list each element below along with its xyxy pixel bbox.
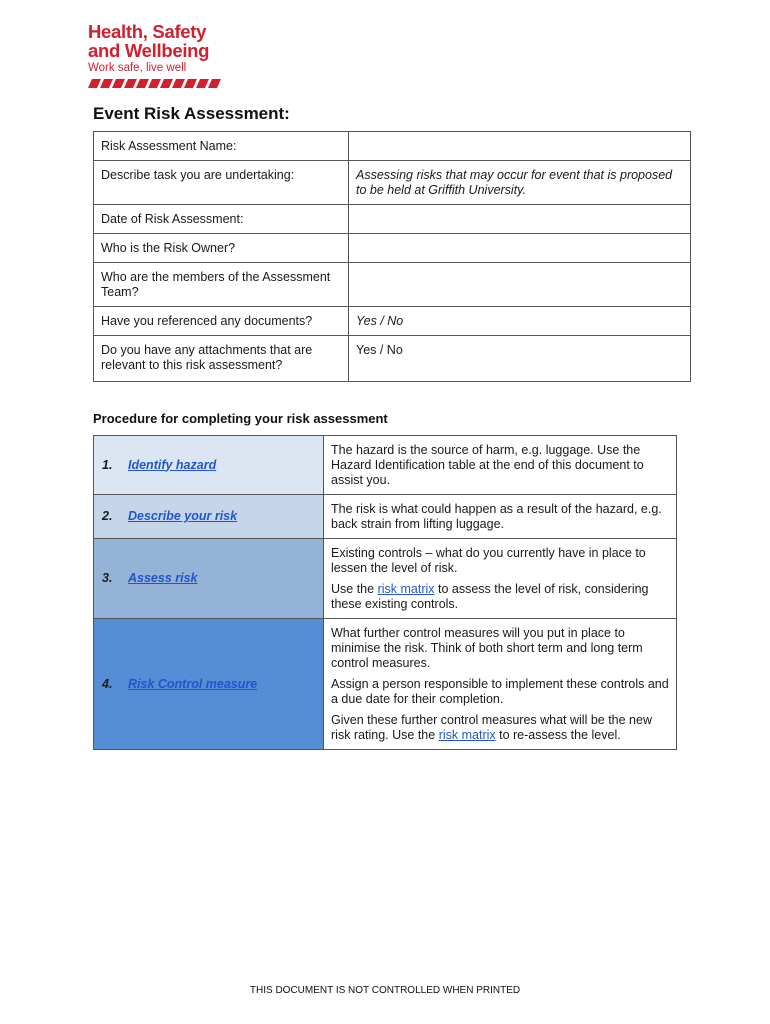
table-row: [94, 161, 691, 205]
step-text: The hazard is the source of harm, e.g. luggage. Use the Hazard Identification table at the end of this document to assist you.: [331, 443, 644, 487]
text-fragment: to assess the level of risk, considering these existing controls.: [331, 582, 649, 611]
row-value[interactable]: Yes / No: [349, 307, 691, 336]
step-description: [324, 539, 677, 619]
step-text: Existing controls – what do you currently have in place to lessen the level of risk.: [331, 546, 646, 575]
row-value[interactable]: [349, 132, 691, 161]
footer-notice: THIS DOCUMENT IS NOT CONTROLLED WHEN PRINTED: [249, 985, 521, 996]
table-row: [94, 539, 677, 619]
row-label: Risk Assessment Name:: [94, 132, 349, 161]
step-cell: [94, 539, 324, 619]
table-row: [94, 263, 691, 307]
step-description: [324, 619, 677, 750]
table-row: [94, 234, 691, 263]
risk-matrix-link[interactable]: risk matrix: [377, 582, 435, 596]
row-label: Do you have any attachments that are relevant to this risk assessment?: [94, 336, 349, 382]
step-text: Assign a person responsible to implement these controls and a due date for their completion.: [331, 677, 669, 706]
table-row: [94, 495, 677, 539]
step-text: What further control measures will you put in place to minimise the risk. Think of both short term and long term control measures.: [331, 626, 643, 670]
text-fragment: Given these further control measures what will be the new risk rating. Use the: [331, 713, 652, 742]
step-text: [331, 713, 669, 743]
row-label: Who are the members of the Assessment Team?: [94, 263, 349, 307]
step-description: [324, 495, 677, 539]
row-value[interactable]: [349, 234, 691, 263]
logo-line-1: Health, Safety: [88, 21, 207, 42]
table-row: [94, 336, 691, 382]
logo-stripes-icon: [88, 79, 222, 88]
row-value[interactable]: [349, 263, 691, 307]
row-label: Have you referenced any documents?: [94, 307, 349, 336]
step-text: [331, 582, 669, 612]
risk-control-measure-link[interactable]: Risk Control measure: [128, 676, 258, 691]
assess-risk-link[interactable]: Assess risk: [128, 571, 198, 585]
row-value[interactable]: [349, 205, 691, 234]
describe-risk-link[interactable]: Describe your risk: [128, 509, 238, 523]
risk-matrix-link[interactable]: risk matrix: [438, 728, 496, 742]
text-fragment: to re-assess the level.: [495, 728, 621, 742]
step-cell: [94, 436, 324, 495]
row-label: Date of Risk Assessment:: [94, 205, 349, 234]
hsw-logo: [88, 22, 228, 93]
row-label: Describe task you are undertaking:: [94, 161, 349, 205]
table-row: [94, 436, 677, 495]
procedure-table: [93, 435, 677, 750]
row-value[interactable]: Yes / No: [349, 336, 691, 382]
risk-info-table: [93, 131, 691, 382]
identify-hazard-link[interactable]: Identify hazard: [128, 457, 217, 472]
table-row: [94, 205, 691, 234]
logo-tagline: Work safe, live well: [88, 62, 187, 74]
step-description: [324, 436, 677, 495]
text-fragment: Use the: [331, 582, 378, 596]
step-cell: [94, 619, 324, 750]
procedure-title: Procedure for completing your risk assessment: [93, 411, 388, 426]
step-number: 4.: [102, 676, 113, 691]
table-row: [94, 132, 691, 161]
table-row: [94, 619, 677, 750]
table-row: [94, 307, 691, 336]
step-number: 1.: [102, 457, 113, 472]
step-number: 2.: [102, 509, 113, 523]
step-text: The risk is what could happen as a result of the hazard, e.g. back strain from lifting luggage.: [331, 502, 662, 531]
logo-line-2: and Wellbeing: [88, 40, 210, 61]
page-title: Event Risk Assessment:: [93, 104, 290, 123]
step-number: 3.: [102, 571, 113, 585]
row-label: Who is the Risk Owner?: [94, 234, 349, 263]
step-cell: [94, 495, 324, 539]
row-value[interactable]: Assessing risks that may occur for event that is proposed to be held at Griffith University.: [349, 161, 691, 205]
